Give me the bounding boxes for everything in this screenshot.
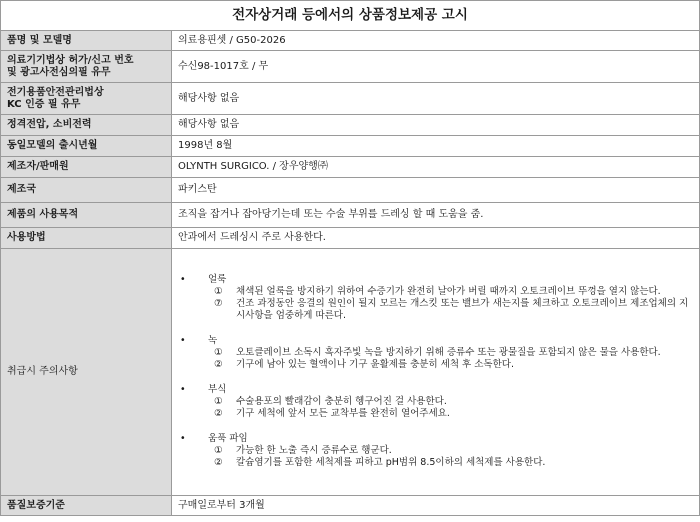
row-value-release: 1998년 8월: [172, 136, 700, 157]
bullet-icon: •: [180, 334, 186, 346]
item-text: 건조 과정동안 응결의 원인이 될지 모르는 개스킷 또는 밸브가 새는지를 체크하고 오토크레이브 제조업체의 지시사항을 엄중하게 따른다.: [236, 297, 689, 321]
table-row: [1, 496, 700, 516]
notice-title: 전자상거래 등에서의 상품정보제공 고시: [0, 0, 700, 30]
item-text: 기구에 남아 있는 혈액이나 기구 윤활제를 충분히 세척 후 소독한다.: [236, 358, 514, 370]
section-heading: 움푹 파임: [208, 432, 248, 444]
row-label-product-name: 품명 및 모델명: [1, 31, 172, 51]
label-line: 및 광고사전심의필 유무: [7, 66, 111, 78]
table-row: [1, 115, 700, 136]
row-label-country: 제조국: [1, 178, 172, 203]
care-section: [178, 433, 693, 469]
table-row: [1, 228, 700, 249]
table-row: [1, 51, 700, 83]
row-value-permit: 수신98-1017호 / 무: [172, 51, 700, 83]
row-value-warranty: 구매일로부터 3개월: [172, 496, 700, 516]
row-label-care: 취급시 주의사항: [1, 249, 172, 496]
care-section: [178, 335, 693, 371]
item-number: ①: [214, 444, 223, 456]
row-value-usage: 안과에서 드레싱시 주로 사용한다.: [172, 228, 700, 249]
item-text: 수술용포의 빨래감이 충분히 헹구어진 걸 사용한다.: [236, 395, 447, 407]
item-number: ①: [214, 346, 223, 358]
row-label-maker: 제조자/판매원: [1, 157, 172, 178]
bullet-icon: •: [180, 432, 186, 444]
item-text: 오토클레이브 소독시 흑자주빛 녹을 방지하기 위해 증류수 또는 광물질을 포함되지 않은 물을 사용한다.: [236, 346, 661, 358]
table-row: [1, 249, 700, 496]
item-text: 채색된 얼룩을 방지하기 위하여 수증기가 완전히 날아가 버릴 때까지 오토크레이브 뚜껑을 열지 않는다.: [236, 285, 661, 297]
table-row: [1, 83, 700, 115]
row-value-maker: OLYNTH SURGICO. / 장우양행㈜: [172, 157, 700, 178]
item-number: ①: [214, 395, 223, 407]
label-line: KC 인증 필 유무: [7, 98, 81, 110]
section-heading: 부식: [208, 383, 227, 395]
row-label-permit: [1, 51, 172, 83]
item-number: ①: [214, 285, 223, 297]
row-value-power: 해당사항 없음: [172, 115, 700, 136]
table-row: [1, 157, 700, 178]
table-row: [1, 136, 700, 157]
table-row: [1, 178, 700, 203]
table-row: [1, 31, 700, 51]
row-label-kc: [1, 83, 172, 115]
info-table: [0, 30, 700, 516]
item-text: 칼슘염기를 포함한 세척제를 피하고 pH범위 8.5이하의 세척제를 사용한다.: [236, 456, 546, 468]
bullet-icon: •: [180, 273, 186, 285]
item-text: 가능한 한 노출 즉시 증류수로 행군다.: [236, 444, 392, 456]
label-line: 의료기기법상 허가/신고 번호: [7, 54, 134, 66]
row-value-country: 파키스탄: [172, 178, 700, 203]
row-label-release: 동일모델의 출시년월: [1, 136, 172, 157]
table-row: [1, 203, 700, 228]
care-section: [178, 274, 693, 322]
item-text: 기구 세척에 앞서 모든 교착부를 완전히 열어주세요.: [236, 407, 450, 419]
row-label-power: 정격전압, 소비전력: [1, 115, 172, 136]
row-value-purpose: 조직을 잡거나 잡아당기는데 또는 수술 부위를 드레싱 할 때 도움을 줌.: [172, 203, 700, 228]
bullet-icon: •: [180, 383, 186, 395]
row-label-purpose: 제품의 사용목적: [1, 203, 172, 228]
row-label-usage: 사용방법: [1, 228, 172, 249]
item-number: ②: [214, 407, 223, 419]
care-instructions: [172, 249, 700, 496]
row-label-warranty: 품질보증기준: [1, 496, 172, 516]
care-section: [178, 384, 693, 420]
item-number: ②: [214, 456, 223, 468]
section-heading: 녹: [208, 334, 218, 346]
row-value-product-name: 의료용핀셋 / G50-2026: [172, 31, 700, 51]
section-heading: 얼룩: [208, 273, 227, 285]
label-line: 전기용품안전관리법상: [7, 86, 104, 98]
item-number: ②: [214, 358, 223, 370]
row-value-kc: 해당사항 없음: [172, 83, 700, 115]
item-number: ⑦: [214, 297, 223, 309]
